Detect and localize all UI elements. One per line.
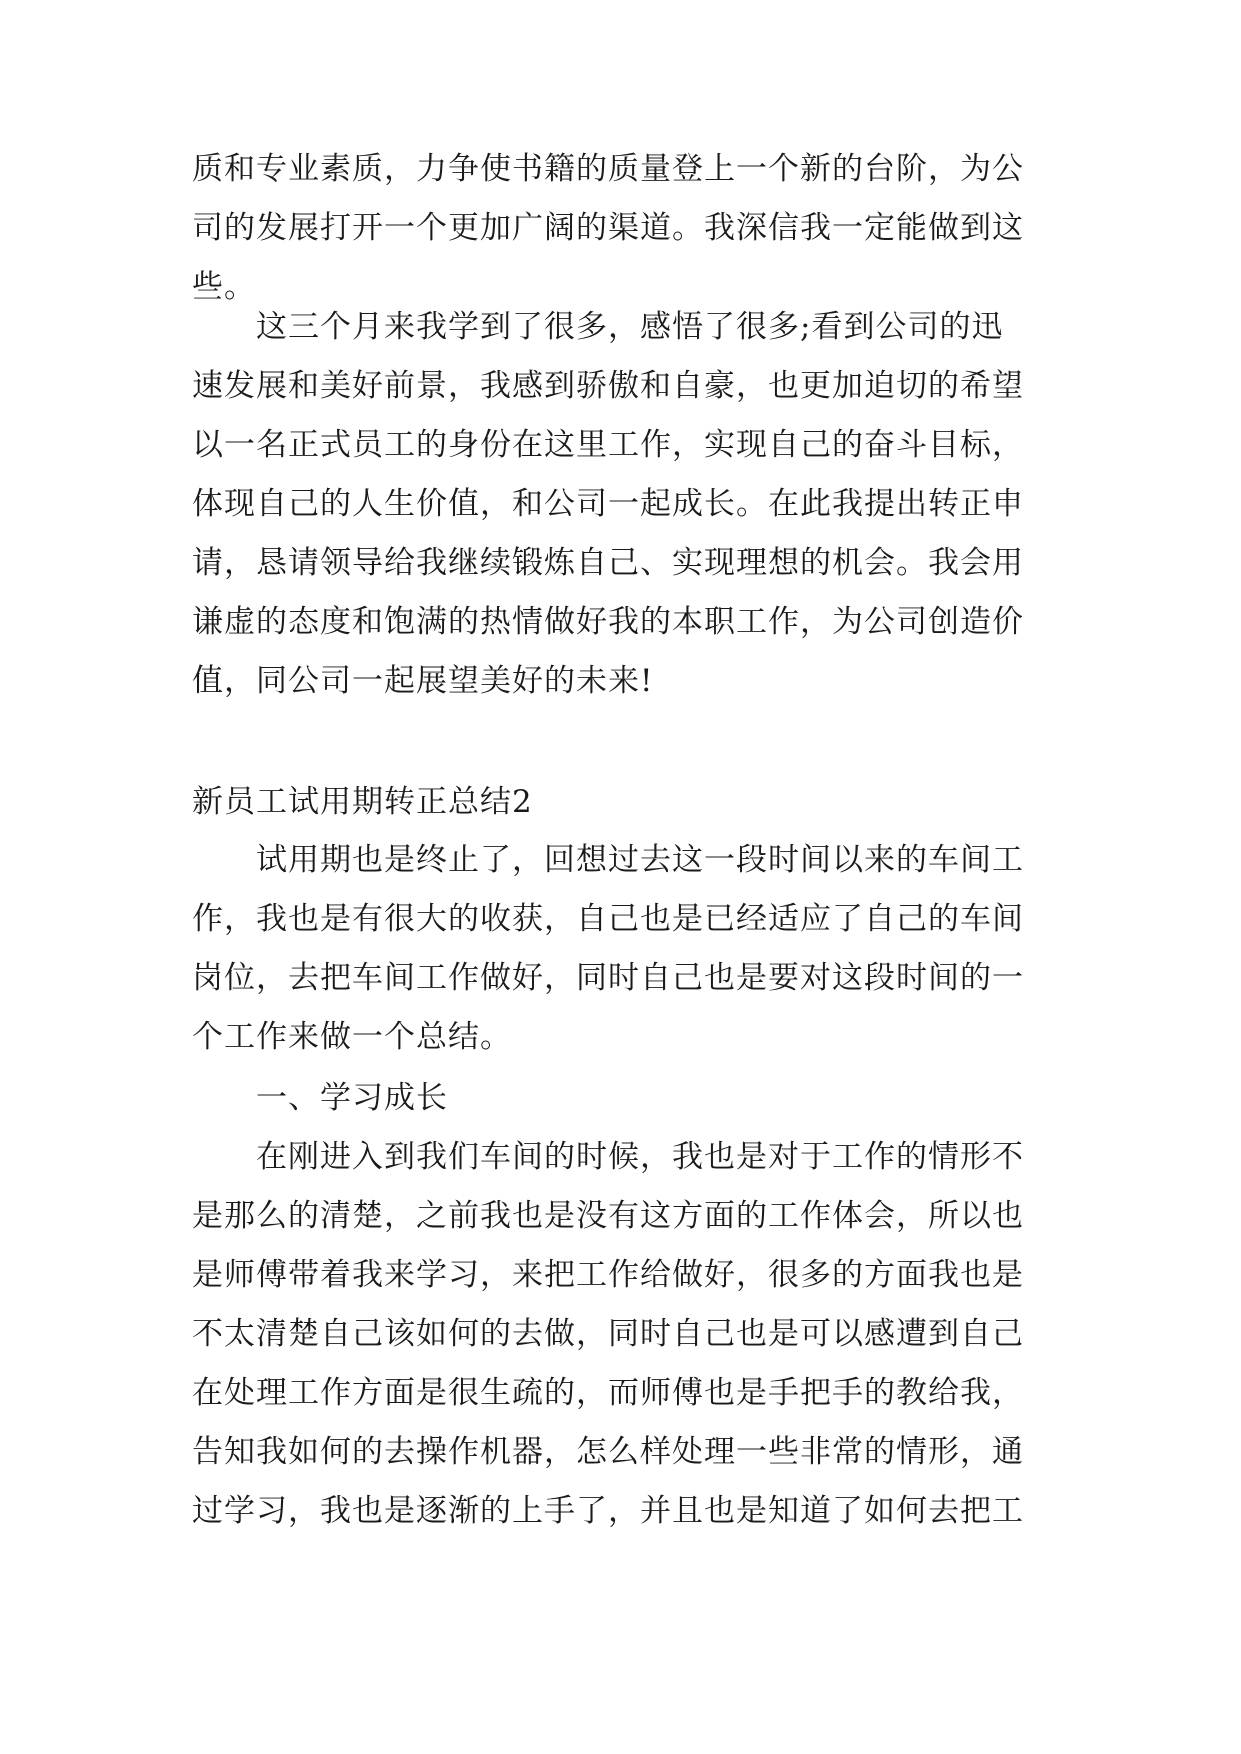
text-line: 质和专业素质，力争使书籍的质量登上一个新的台阶，为公 [192,151,1024,187]
text-line: 是那么的清楚，之前我也是没有这方面的工作体会，所以也 [192,1198,1024,1234]
text-line: 作，我也是有很大的收获，自己也是已经适应了自己的车间 [192,901,1024,937]
paragraph-continuation [192,140,1052,317]
paragraph-learning [192,1128,1052,1541]
subheading-learning-growth [192,1069,1052,1128]
text-line: 司的发展打开一个更加广阔的渠道。我深信我一定能做到这 [192,210,1024,246]
text-line: 告知我如何的去操作机器，怎么样处理一些非常的情形，通 [192,1434,1024,1470]
text-line: 个工作来做一个总结。 [192,1019,512,1055]
text-line: 这三个月来我学到了很多，感悟了很多;看到公司的迅 [256,309,1004,345]
text-line: 在处理工作方面是很生疏的，而师傅也是手把手的教给我， [192,1375,1024,1411]
text-line: 是师傅带着我来学习，来把工作给做好，很多的方面我也是 [192,1257,1024,1293]
text-line: 岗位，去把车间工作做好，同时自己也是要对这段时间的一 [192,960,1024,996]
text-line: 以一名正式员工的身份在这里工作，实现自己的奋斗目标， [192,427,1024,463]
text-line: 不太清楚自己该如何的去做，同时自己也是可以感遭到自己 [192,1316,1024,1352]
paragraph-intro [192,831,1052,1067]
text-line: 一、学习成长 [256,1080,448,1116]
paragraph-conclusion [192,298,1052,711]
text-line: 谦虚的态度和饱满的热情做好我的本职工作，为公司创造价 [192,604,1024,640]
text-line: 速发展和美好前景，我感到骄傲和自豪，也更加迫切的希望 [192,368,1024,404]
text-line: 过学习，我也是逐渐的上手了，并且也是知道了如何去把工 [192,1493,1024,1529]
text-line: 值，同公司一起展望美好的未来! [192,663,654,699]
text-line: 体现自己的人生价值，和公司一起成长。在此我提出转正申 [192,486,1024,522]
section-title: 新员工试用期转正总结2 [192,784,533,820]
text-line: 请，恳请领导给我继续锻炼自己、实现理想的机会。我会用 [192,545,1024,581]
text-line: 些。 [192,269,256,305]
text-line: 在刚进入到我们车间的时候，我也是对于工作的情形不 [256,1139,1024,1175]
text-line: 试用期也是终止了，回想过去这一段时间以来的车间工 [256,842,1024,878]
